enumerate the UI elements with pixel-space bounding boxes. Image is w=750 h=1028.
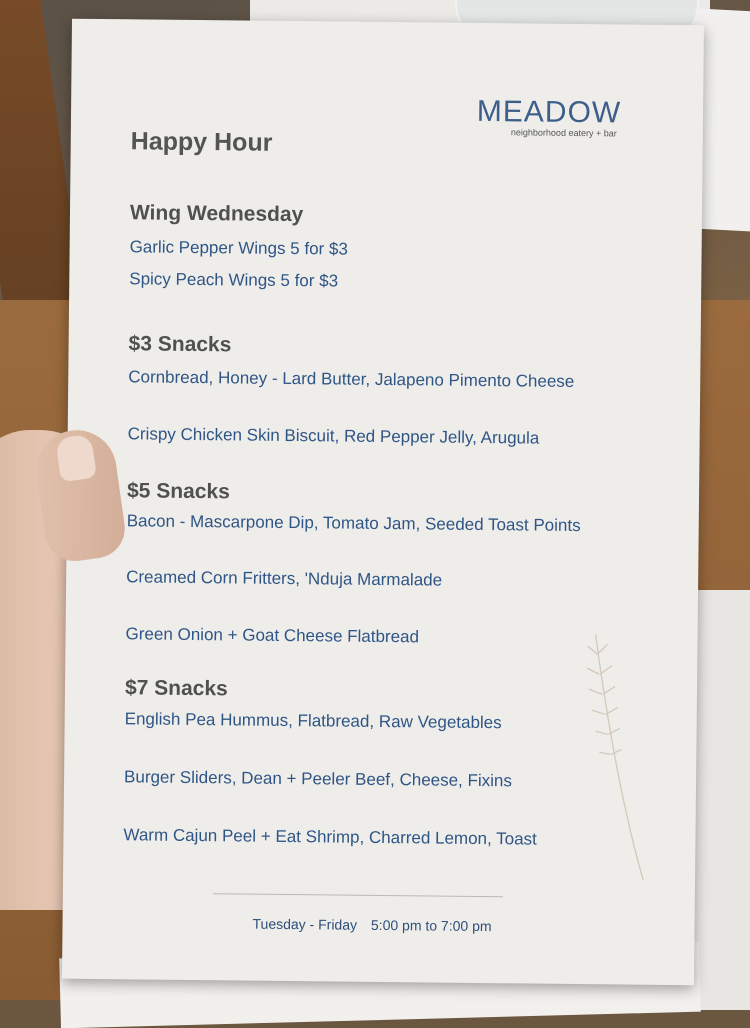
menu-title: Happy Hour [130,127,273,157]
hours-time: 5:00 pm to 7:00 pm [370,916,492,935]
wheat-illustration-icon [573,624,656,885]
logo-wordmark: MEADOW [476,94,622,130]
section-heading-7-snacks: $7 Snacks [124,676,228,701]
logo-tagline: neighborhood eatery + bar [510,127,617,139]
happy-hour-hours [252,916,501,935]
menu-item: Burger Sliders, Dean + Peeler Beef, Cheese, Fixins [123,767,513,791]
menu-item: Spicy Peach Wings 5 for $3 [129,269,339,291]
menu-item: Creamed Corn Fritters, 'Nduja Marmalade [126,567,443,590]
happy-hour-menu-card [62,19,704,986]
menu-item: Warm Cajun Peel + Eat Shrimp, Charred Lemon, Toast [123,825,537,849]
menu-item: Green Onion + Goat Cheese Flatbread [125,624,420,647]
menu-item: Crispy Chicken Skin Biscuit, Red Pepper Jelly, Arugula [127,424,540,448]
section-heading-5-snacks: $5 Snacks [126,479,230,504]
menu-item: English Pea Hummus, Flatbread, Raw Vegetables [124,709,502,733]
menu-item: Cornbread, Honey - Lard Butter, Jalapeno Pimento Cheese [128,367,575,391]
footer-divider [213,893,503,897]
meadow-logo [469,95,629,139]
section-heading-wing-wednesday: Wing Wednesday [129,201,304,227]
menu-item: Bacon - Mascarpone Dip, Tomato Jam, Seeded Toast Points [126,511,581,536]
hours-days: Tuesday - Friday [252,915,358,933]
section-heading-3-snacks: $3 Snacks [128,332,232,357]
menu-item: Garlic Pepper Wings 5 for $3 [129,237,348,259]
